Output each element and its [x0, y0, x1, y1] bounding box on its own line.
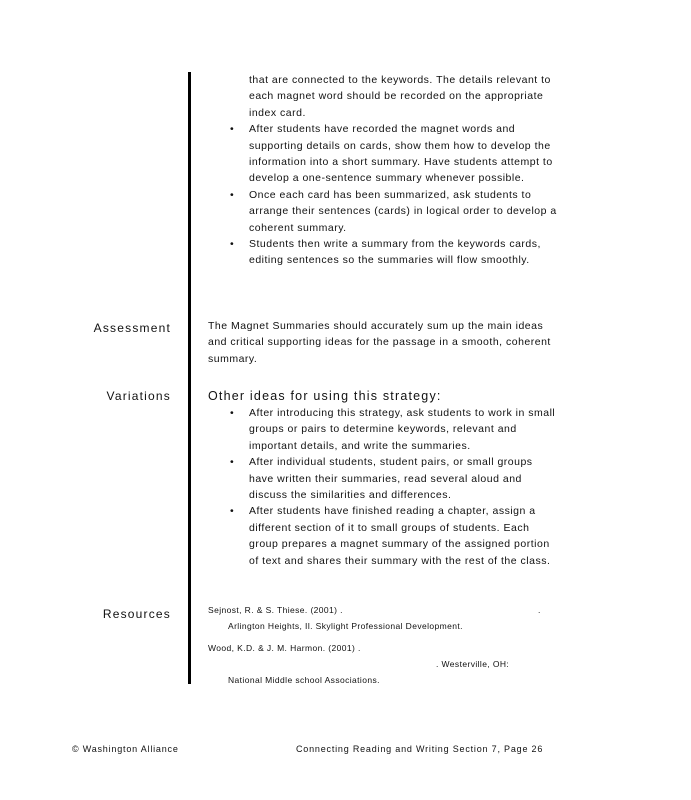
bullet-icon: • — [230, 188, 235, 201]
resource-citation: Wood, K.D. & J. M. Harmon. (2001) . — [208, 643, 361, 653]
footer-page-info: Connecting Reading and Writing Section 7, Page 26 — [296, 744, 544, 754]
variations-bullet-list — [208, 405, 558, 569]
variations-label: Variations — [106, 389, 171, 403]
resources-section — [208, 602, 548, 688]
list-item: • After individual students, student pairs, or small groups have written their summaries, read several aloud and discuss the similarities and differences. — [230, 456, 533, 502]
resource-publisher: Arlington Heights, Il. Skylight Professional Development. — [228, 621, 463, 631]
bullet-icon: • — [230, 505, 235, 518]
assessment-label: Assessment — [93, 321, 171, 335]
resource-citation: Sejnost, R. & S. Thiese. (2001) . . — [208, 602, 548, 618]
resources-label: Resources — [102, 607, 171, 621]
resource-publisher: National Middle school Associations. — [228, 675, 380, 685]
procedure-section — [208, 72, 558, 269]
list-item: • After introducing this strategy, ask students to work in small groups or pairs to determine keywords, relevant and important details, and write the summaries. — [230, 407, 556, 452]
procedure-bullet-list — [208, 121, 558, 269]
bullet-icon: • — [230, 123, 235, 136]
list-item: • Once each card has been summarized, ask students to arrange their sentences (cards) in logical order to develop a coherent summary. — [230, 188, 557, 234]
footer-copyright: © Washington Alliance — [72, 744, 179, 754]
variations-section — [208, 387, 558, 569]
variations-heading: Other ideas for using this strategy: — [208, 389, 442, 403]
resource-trail: . Westerville, OH: — [436, 659, 510, 669]
vertical-rule — [188, 72, 191, 684]
list-item: • Students then write a summary from the keywords cards, editing sentences so the summaries will flow smoothly. — [230, 238, 541, 267]
list-item: • After students have recorded the magnet words and supporting details on cards, show them how to develop the information into a short summary. Have students attempt to develop a one-sentence summary whenever possible. — [230, 123, 553, 185]
resource-location-line — [208, 656, 548, 672]
bullet-icon: • — [230, 407, 235, 419]
resource-trail: . — [538, 605, 541, 615]
bullet-icon: • — [230, 238, 235, 251]
list-item: • After students have finished reading a chapter, assign a different section of it to small groups of students. Each group prepares a magnet summary of the assigned portion of text and shares their summary with the rest of the class. — [230, 505, 551, 567]
procedure-continuation: that are connected to the keywords. The details relevant to each magnet word should be recorded on the appropriate index card. — [249, 74, 551, 119]
assessment-text: The Magnet Summaries should accurately sum up the main ideas and critical supporting ideas for the passage in a smooth, coherent summary. — [208, 320, 551, 365]
bullet-icon: • — [230, 456, 235, 469]
